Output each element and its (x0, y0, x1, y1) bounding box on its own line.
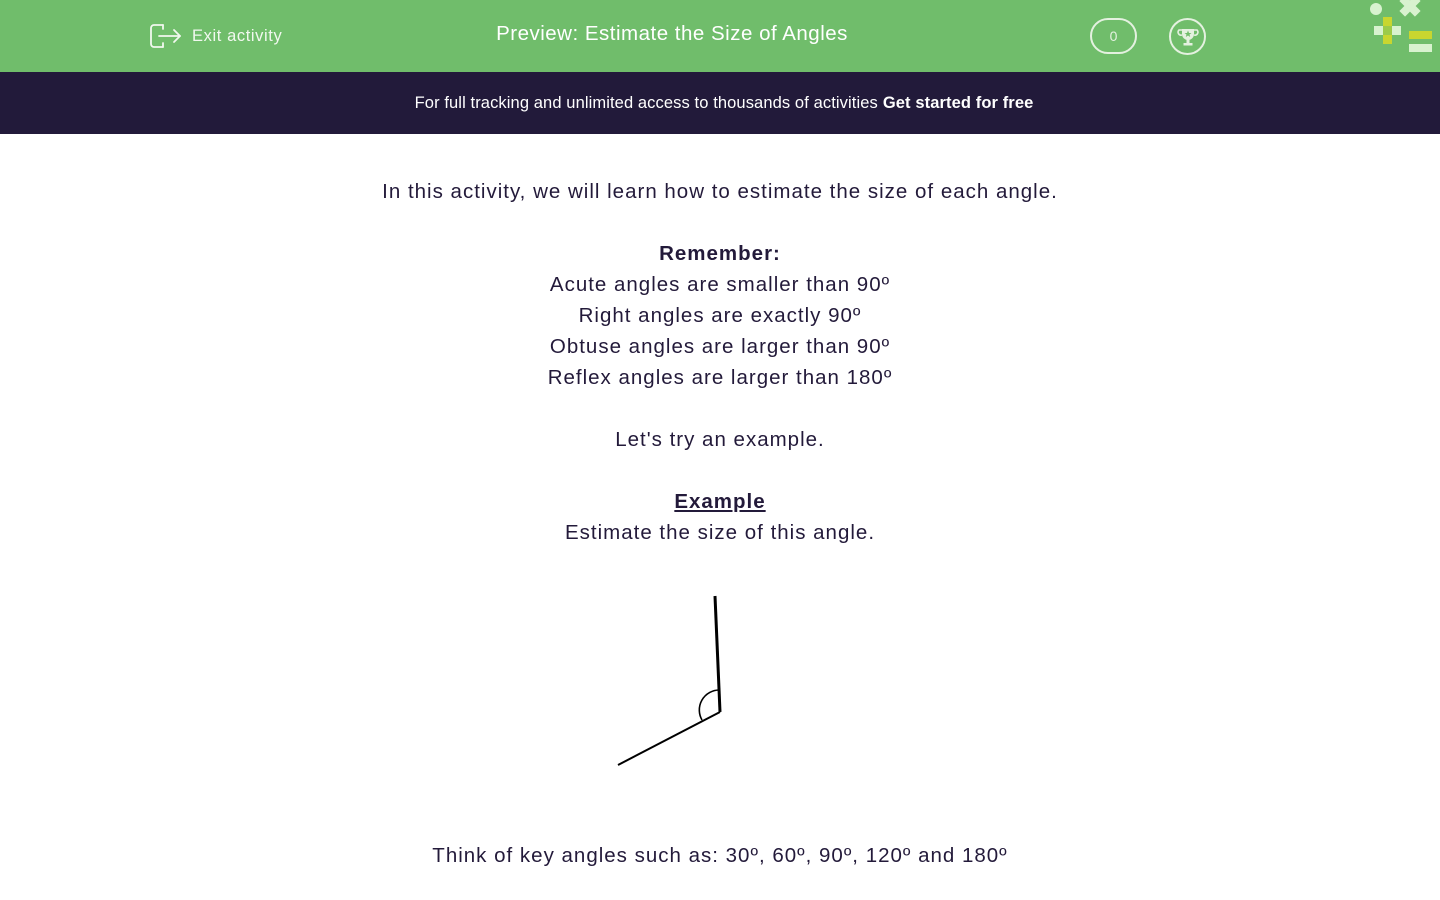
upgrade-banner (0, 72, 1440, 134)
rule-reflex: Reflex angles are larger than 180º (547, 366, 893, 389)
page-title: Preview: Estimate the Size of Angles (496, 22, 848, 45)
rule-right: Right angles are exactly 90º (578, 304, 862, 327)
activity-content (0, 176, 1440, 548)
top-bar (0, 0, 1440, 72)
score-value: 0 (1109, 28, 1118, 44)
example-heading: Example (674, 490, 766, 513)
trophy-icon (1177, 26, 1199, 48)
rule-acute: Acute angles are smaller than 90º (549, 273, 891, 296)
remember-heading: Remember: (659, 242, 781, 265)
example-prompt: Estimate the size of this angle. (564, 521, 876, 544)
get-started-link[interactable]: Get started for free (882, 93, 1034, 112)
exit-activity-label: Exit activity (192, 26, 283, 45)
intro-text: In this activity, we will learn how to estimate the size of each angle. (382, 180, 1058, 203)
angle-diagram (600, 580, 740, 780)
try-example-text: Let's try an example. (615, 428, 825, 451)
math-symbols-logo (1368, 0, 1440, 56)
rule-obtuse: Obtuse angles are larger than 90º (549, 335, 891, 358)
score-badge (1090, 18, 1137, 54)
trophy-button[interactable] (1169, 18, 1206, 55)
banner-text: For full tracking and unlimited access to thousands of activities (414, 93, 878, 112)
hint-text: Think of key angles such as: 30º, 60º, 90º, 120º and 180º (432, 844, 1008, 867)
